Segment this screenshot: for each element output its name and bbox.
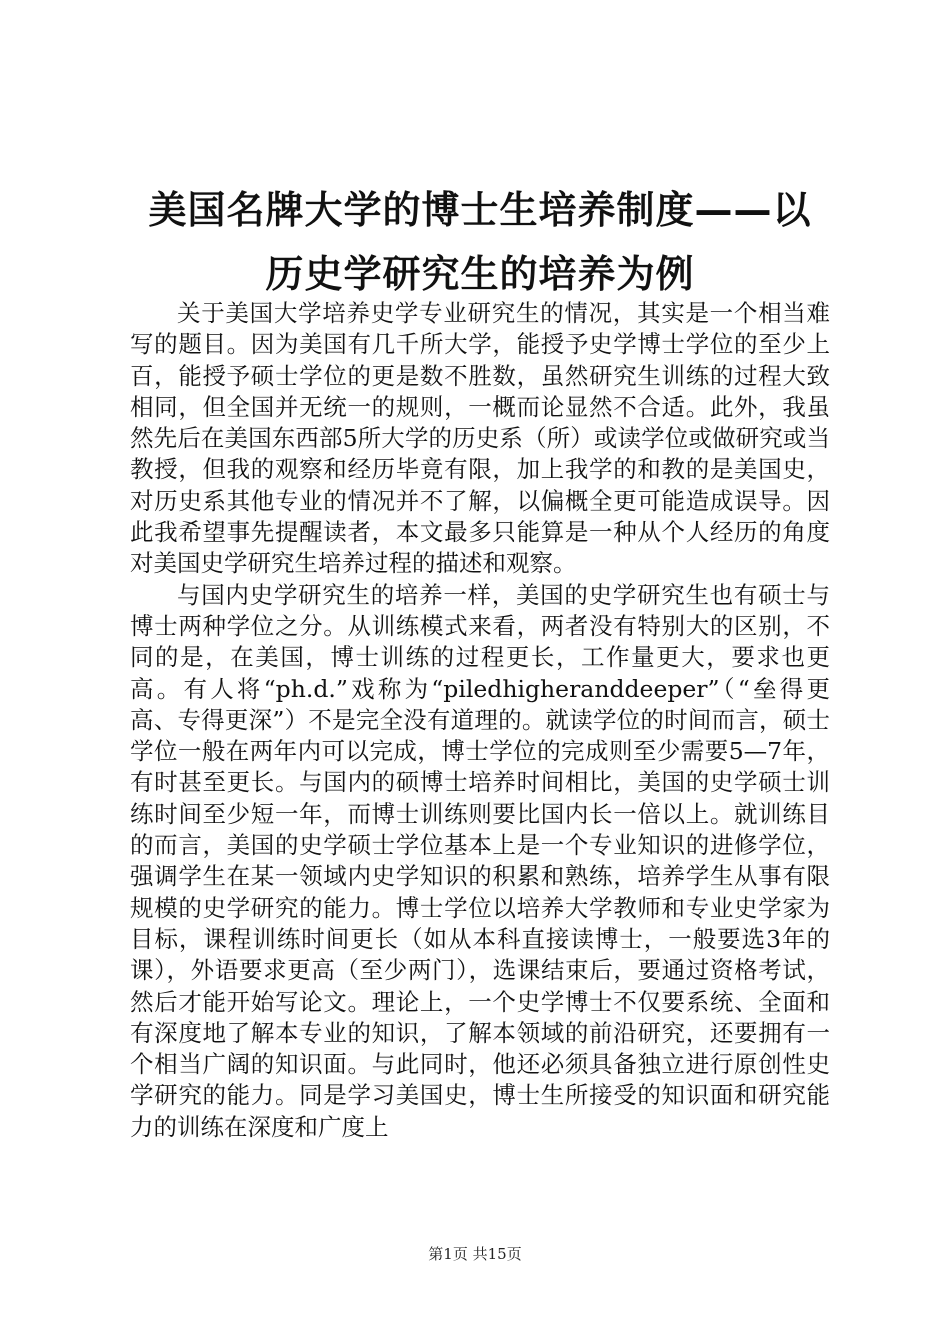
paragraph-1: 关于美国大学培养史学专业研究生的情况，其实是一个相当难写的题目。因为美国有几千所大学，能授予史学博士学位的至少上百，能授予硕士学位的更是数不胜数，虽然研究生训练的过程大致相同，但全国并无统一的规则，一概而论显然不合适。此外，我虽然先后在美国东西部5所大学的历史系（所）或读学位或做研究或当教授，但我的观察和经历毕竟有限，加上我学的和教的是美国史，对历史系其他专业的情况并不了解，以偏概全更可能造成误导。因此我希望事先提醒读者，本文最多只能算是一种从个人经历的角度对美国史学研究生培养过程的描述和观察。 bbox=[130, 299, 830, 578]
document-body bbox=[130, 298, 830, 1143]
document-title: 美国名牌大学的博士生培养制度——以历史学研究生的培养为例 bbox=[148, 188, 812, 296]
page-number-footer: 第1页 共15页 bbox=[428, 1245, 522, 1263]
paragraph-2: 与国内史学研究生的培养一样，美国的史学研究生也有硕士与博士两种学位之分。从训练模式来看，两者没有特别大的区别，不同的是，在美国，博士训练的过程更长，工作量更大，要求也更高。有人将“ph.d.”戏称为“piledhigheranddeeper”（“垒得更高、专得更深”）不是完全没有道理的。就读学位的时间而言，硕士学位一般在两年内可以完成，博士学位的完成则至少需要5—7年，有时甚至更长。与国内的硕博士培养时间相比，美国的史学硕士训练时间至少短一年，而博士训练则要比国内长一倍以上。就训练目的而言，美国的史学硕士学位基本上是一个专业知识的进修学位，强调学生在某一领域内史学知识的积累和熟练，培养学生从事有限规模的史学研究的能力。博士学位以培养大学教师和专业史学家为目标，课程训练时间更长（如从本科直接读博士，一般要选3年的课），外语要求更高（至少两门），选课结束后，要通过资格考试，然后才能开始写论文。理论上，一个史学博士不仅要系统、全面和有深度地了解本专业的知识，了解本领域的前沿研究，还要拥有一个相当广阔的知识面。与此同时，他还必须具备独立进行原创性史学研究的能力。同是学习美国史，博士生所接受的知识面和研究能力的训练在深度和广度上 bbox=[130, 580, 830, 1141]
